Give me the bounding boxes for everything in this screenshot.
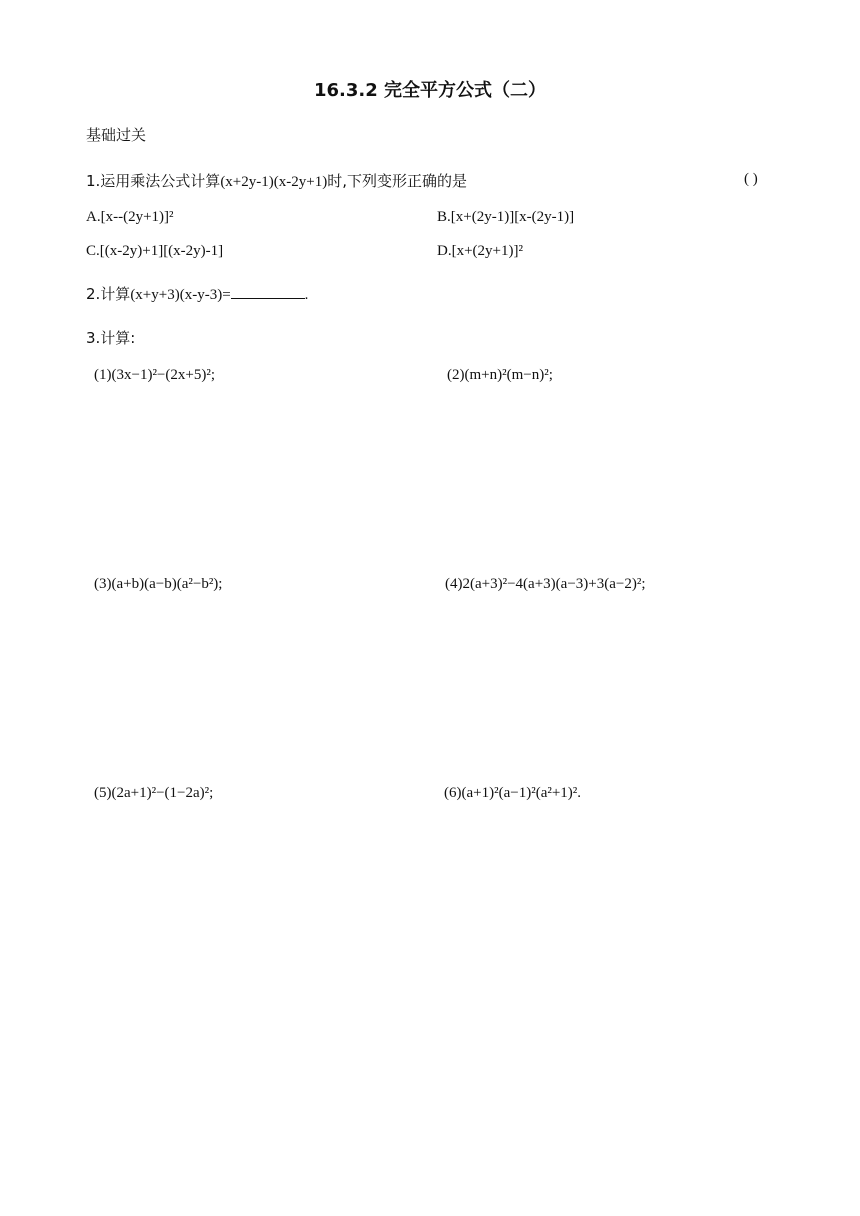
question-1-stem [86,170,467,191]
q2-end: . [304,287,309,303]
question-3-label: 3.计算: [86,329,136,347]
q1-stem-expr: (x+2y-1)(x-2y+1) [220,174,328,190]
q3-item-3-text: (3)(a+b)(a−b)(a²−b²); [94,576,223,592]
q3-item-5-text: (5)(2a+1)²−(1−2a)²; [94,785,214,801]
q1-option-c: C.[(x-2y)+1][(x-2y)-1] [86,243,224,259]
q3-item-2-text: (2)(m+n)²(m−n)²; [447,367,553,383]
q3-item-6-text: (6)(a+1)²(a−1)²(a²+1)². [444,785,582,801]
q1-option-a: A.[x--(2y+1)]² [86,209,174,225]
q3-item-4-text: (4)2(a+3)²−4(a+3)(a−3)+3(a−2)²; [445,576,646,592]
q2-prefix: 2.计算 [86,285,131,303]
q3-item-4 [445,576,646,593]
q3-item-1 [94,367,215,384]
q1-stem-prefix: 1.运用乘法公式计算 [86,172,221,190]
q3-item-5 [94,785,213,802]
q3-item-1-text: (1)(3x−1)²−(2x+5)²; [94,367,216,383]
question-2 [86,283,308,304]
q1-stem-suffix: 时,下列变形正确的是 [327,172,467,190]
section-heading: 基础过关 [86,126,147,144]
q1-answer-paren: ( ) [744,171,758,187]
q3-item-6 [444,785,581,802]
q1-option-b: B.[x+(2y-1)][x-(2y-1)] [437,209,575,225]
q2-answer-blank[interactable] [231,284,305,299]
q2-expr: (x+y+3)(x-y-3)= [130,287,231,303]
page-title: 16.3.2 完全平方公式（二） [313,80,547,101]
q3-item-3 [94,576,222,593]
q3-item-2 [447,367,553,384]
q1-option-d: D.[x+(2y+1)]² [437,243,523,259]
